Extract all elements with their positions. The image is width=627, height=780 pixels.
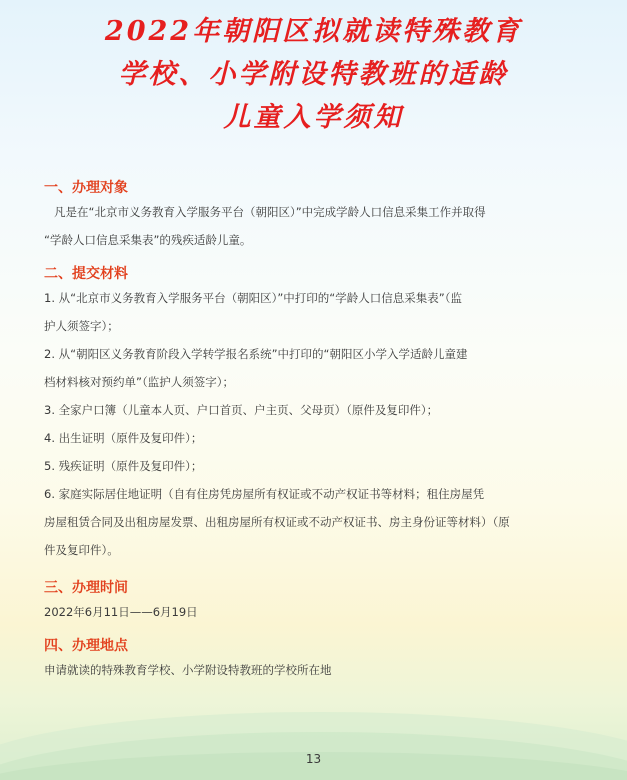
list-item-line: 档材料核对预约单”（监护人须签字）； [44,375,234,389]
list-item-line: 房屋租赁合同及出租房屋发票、出租房屋所有权证或不动产权证书、房主身份证等材料）（原 [44,515,510,529]
date-range-text: 2022年6月11日——6月19日 [44,605,198,619]
section-heading-location: 四、办理地点 [44,638,128,654]
section-heading-materials: 二、提交材料 [44,266,128,282]
list-item-line: 1. 从“北京市义务教育入学服务平台（朝阳区）”中打印的“学龄人口信息采集表”（监 [44,291,462,305]
location-text: 申请就读的特殊教育学校、小学附设特教班的学校所在地 [44,663,332,677]
section-heading-targets: 一、办理对象 [44,180,128,196]
list-item-line: 件及复印件）。 [44,543,119,557]
title-line-3: 儿童入学须知 [223,102,404,133]
title-line-1: 2022年朝阳区拟就读特殊教育 [104,16,523,47]
page-number: 13 [305,752,322,766]
list-item-line: 4. 出生证明（原件及复印件）； [44,431,203,445]
list-item-line: 护人须签字）； [44,319,119,333]
paragraph-line: “学龄人口信息采集表”的残疾适龄儿童。 [44,233,252,247]
paragraph-line: 凡是在“北京市义务教育入学服务平台（朝阳区）”中完成学龄人口信息采集工作并取得 [54,205,486,219]
title-line-2: 学校、小学附设特教班的适龄 [118,59,509,90]
list-item-line: 5. 残疾证明（原件及复印件）； [44,459,203,473]
page-title [0,10,627,139]
list-item-line: 3. 全家户口簿（儿童本人页、户口首页、户主页、父母页）（原件及复印件）； [44,403,439,417]
section-heading-time: 三、办理时间 [44,580,128,596]
list-item-line: 2. 从“朝阳区义务教育阶段入学转学报名系统”中打印的“朝阳区小学入学适龄儿童建 [44,347,468,361]
list-item-line: 6. 家庭实际居住地证明（自有住房凭房屋所有权证或不动产权证书等材料；租住房屋凭 [44,487,485,501]
document-body [44,178,604,684]
